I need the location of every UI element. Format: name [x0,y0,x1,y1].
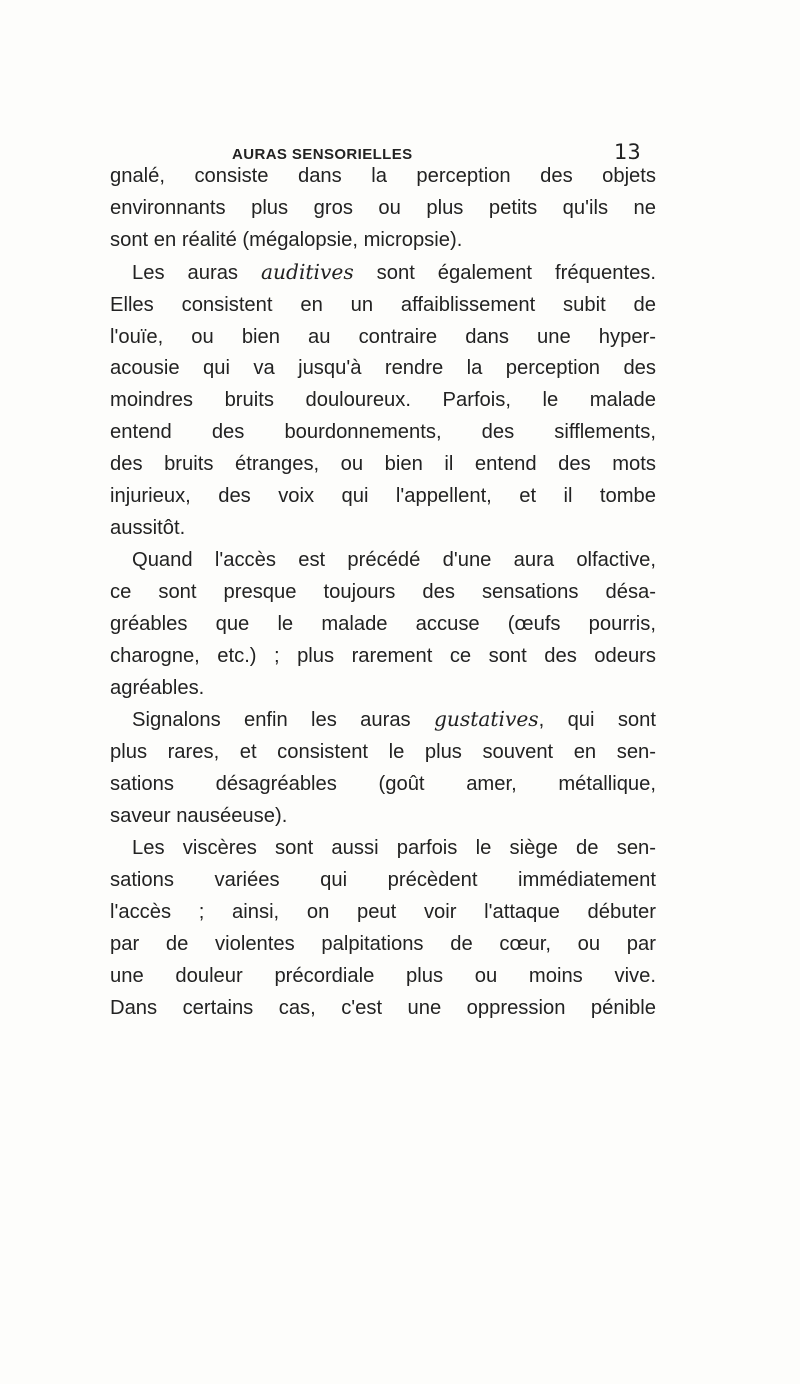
text-line: plus rares, et consistent le plus souvent en sen- [110,741,656,764]
italic-term: auditives [260,259,354,284]
text-line: sont en réalité (mégalopsie, micropsie). [110,228,463,251]
text-line: par de violentes palpitations de cœur, ou par [110,932,656,955]
text-line: gréables que le malade accuse (œufs pourris, [110,612,656,635]
italic-term: gustatives [433,707,539,732]
text-run: sont également fréquentes. [353,261,657,284]
text-line: une douleur précordiale plus ou moins vive. [110,964,656,987]
text-line: environnants plus gros ou plus petits qu'ils ne [110,196,656,219]
text-line: Elles consistent en un affaiblissement subit de [110,293,656,316]
text-line: ce sont presque toujours des sensations désa- [110,580,656,603]
text-line: moindres bruits douloureux. Parfois, le malade [110,389,656,412]
text-run: , qui sont [538,709,656,732]
body-text [110,161,656,1024]
text-line: entend des bourdonnements, des sifflements, [110,421,656,444]
page-number: 13 [614,140,641,164]
text-line [110,704,656,737]
text-line: l'ouïe, ou bien au contraire dans une hyper- [110,325,656,348]
text-line: l'accès ; ainsi, on peut voir l'attaque débuter [110,900,656,923]
text-line: sations variées qui précèdent immédiatement [110,868,656,891]
text-line: saveur nauséeuse). [110,805,288,828]
text-line: des bruits étranges, ou bien il entend des mots [110,453,656,476]
text-line: sations désagréables (goût amer, métallique, [110,773,656,796]
running-head: AURAS SENSORIELLES [232,146,413,163]
text-run: Les auras [132,261,261,284]
text-line: gnalé, consiste dans la perception des objets [110,165,656,187]
text-line: Quand l'accès est précédé d'une aura olfactive, [132,548,656,571]
text-line: injurieux, des voix qui l'appellent, et il tombe [110,485,656,508]
text-line: aussitôt. [110,516,186,539]
text-line: Les viscères sont aussi parfois le siège de sen- [132,837,656,860]
text-line: Dans certains cas, c'est une oppression pénible [110,996,656,1019]
text-line: charogne, etc.) ; plus rarement ce sont des odeurs [110,644,656,667]
text-line [110,257,656,290]
text-run: Signalons enfin les auras [132,709,434,732]
text-line: agréables. [110,676,205,699]
text-line: acousie qui va jusqu'à rendre la perception des [110,357,656,380]
